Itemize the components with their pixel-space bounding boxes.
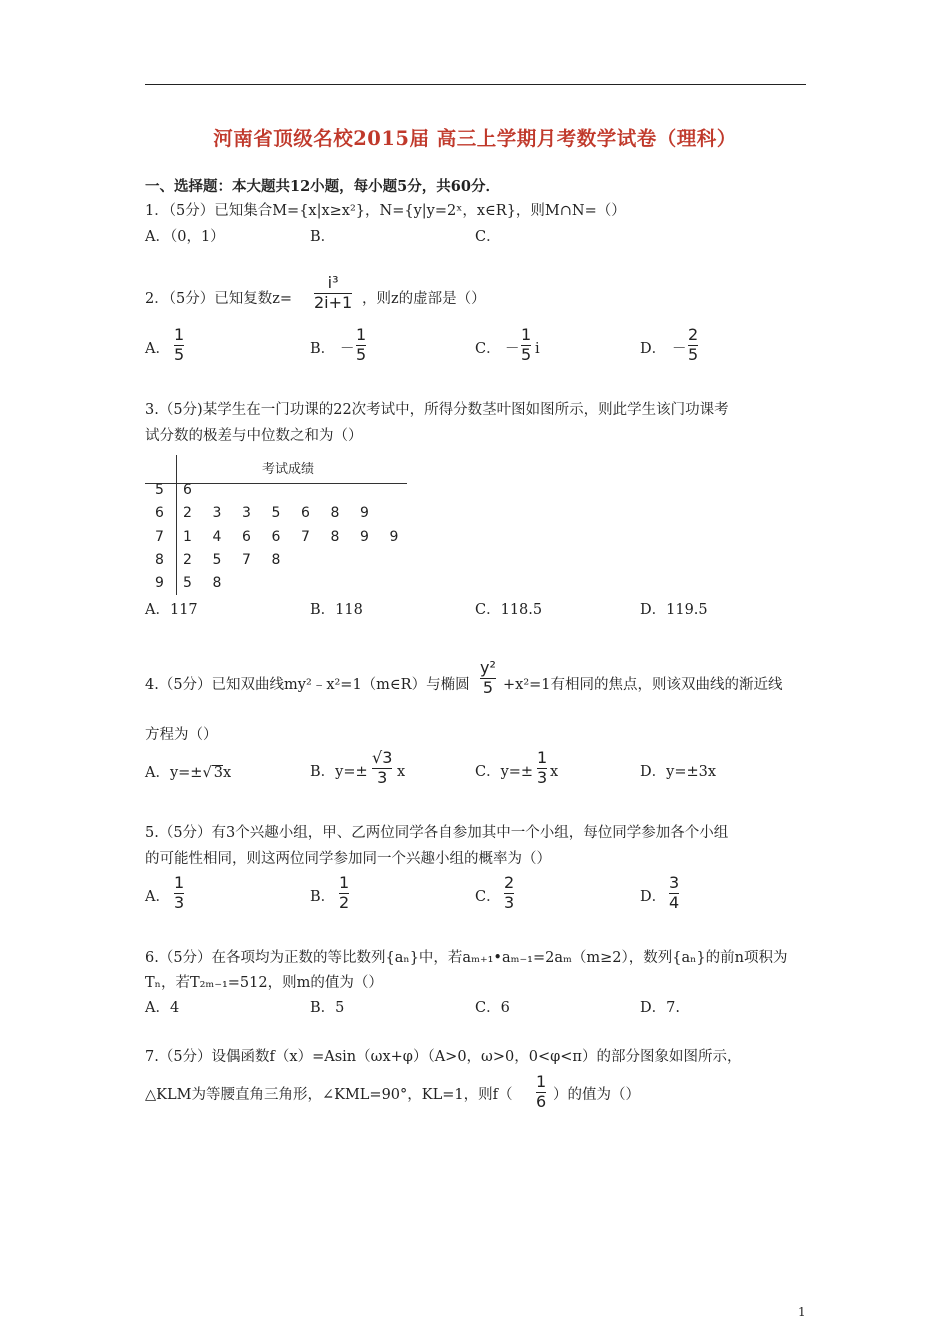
q4-option-c-suffix: x bbox=[550, 764, 559, 780]
stem-8: 8 bbox=[155, 551, 164, 568]
q2-option-a-label: A． bbox=[145, 341, 170, 357]
q1-option-c: C． bbox=[475, 229, 501, 245]
q2-option-c-suffix: i bbox=[535, 341, 540, 357]
q2-option-b-label: B． bbox=[310, 341, 336, 357]
leaf: 3 bbox=[212, 505, 222, 522]
q6-stem-line2: Tₙ，若T₂ₘ₋₁=512，则m的值为（） bbox=[145, 975, 383, 991]
q5-stem-line1: 5.（5分）有3个兴趣小组，甲、乙两位同学各自参加其中一个小组，每位同学参加各个小组 bbox=[145, 825, 729, 841]
q5-b-den: 2 bbox=[339, 892, 350, 912]
q4-a-text: A．y=± bbox=[145, 765, 203, 781]
q4-fraction-numerator: y² bbox=[480, 658, 496, 677]
stem-7: 7 bbox=[155, 528, 164, 545]
leaf: 9 bbox=[389, 528, 399, 545]
q3-stem-line1: 3.（5分)某学生在一门功课的22次考试中，所得分数茎叶图如图所示，则此学生该门功课考 bbox=[145, 402, 729, 418]
q4-fraction-denominator: 5 bbox=[482, 677, 494, 697]
leaf: 8 bbox=[330, 528, 340, 545]
q3-option-d: D．119.5 bbox=[640, 602, 708, 618]
q5-option-d-label: D． bbox=[640, 889, 667, 905]
q4-option-c: C．y=± bbox=[475, 764, 534, 780]
leaf: 1 bbox=[183, 528, 192, 545]
leaf: 9 bbox=[360, 505, 369, 522]
q2-fraction-numerator: i³ bbox=[327, 273, 339, 292]
leaf: 8 bbox=[330, 505, 340, 522]
stem-leaf-divider bbox=[176, 455, 177, 595]
q6-option-c: C．6 bbox=[475, 1000, 510, 1016]
q2-b-den: 5 bbox=[356, 344, 367, 364]
q1-option-b: B． bbox=[310, 229, 336, 245]
leaf: 5 bbox=[183, 575, 192, 592]
q4-option-a: A．y=±√ 3x bbox=[145, 765, 232, 781]
q4-b-den: 3 bbox=[377, 767, 388, 787]
q5-option-a-fraction bbox=[174, 875, 184, 912]
leaf: 7 bbox=[242, 551, 251, 568]
q5-a-den: 3 bbox=[174, 892, 185, 912]
q3-stem-line2: 试分数的极差与中位数之和为（） bbox=[145, 428, 363, 444]
q7-fraction-denominator: 6 bbox=[536, 1091, 547, 1111]
q2-option-b-fraction bbox=[356, 327, 366, 364]
top-rule bbox=[145, 84, 806, 85]
q6-stem-line1: 6.（5分）在各项均为正数的等比数列{aₙ}中，若aₘ₊₁•aₘ₋₁=2aₘ（m≥2），数列{aₙ}的前n项积为 bbox=[145, 950, 788, 966]
leaf: 5 bbox=[271, 505, 281, 522]
q7-stem-line2-suffix: ）的值为（） bbox=[553, 1087, 640, 1103]
page-number: 1 bbox=[798, 1305, 806, 1319]
leaf: 6 bbox=[242, 528, 251, 545]
q1-stem: 1．（5分）已知集合M={x|x≥x²}，N={y|y=2ˣ，x∈R}，则M∩N=（） bbox=[145, 203, 626, 219]
leaf: 5 bbox=[212, 551, 222, 568]
q2-d-num: 2 bbox=[688, 325, 699, 344]
q2-fraction-denominator: 2i+1 bbox=[314, 292, 353, 312]
q2-option-c-label: C． bbox=[475, 341, 501, 357]
section-heading: 一、选择题：本大题共12小题，每小题5分，共60分． bbox=[145, 178, 500, 195]
page-title: 河南省顶级名校2015届 高三上学期月考数学试卷（理科） bbox=[213, 127, 737, 150]
q3-option-c: C．118.5 bbox=[475, 602, 543, 618]
leaf: 6 bbox=[301, 505, 310, 522]
q4-a-suffix: x bbox=[222, 765, 232, 781]
q2-option-d-fraction bbox=[688, 327, 698, 364]
q2-option-b-sign: － bbox=[340, 341, 355, 357]
q5-stem-line2: 的可能性相同，则这两位同学参加同一个兴趣小组的概率为（） bbox=[145, 851, 551, 867]
q4-fraction bbox=[480, 660, 496, 697]
q5-option-b-fraction bbox=[339, 875, 349, 912]
stem-9: 9 bbox=[155, 575, 164, 592]
q2-option-c-fraction bbox=[521, 327, 531, 364]
stem-5: 5 bbox=[155, 482, 164, 498]
q4-option-b: B．y=± bbox=[310, 764, 368, 780]
q2-stem-prefix: 2．（5分）已知复数z= bbox=[145, 291, 292, 307]
q6-option-d: D．7. bbox=[640, 1000, 680, 1016]
leaf: 6 bbox=[271, 528, 281, 545]
q6-option-a: A．4 bbox=[145, 1000, 180, 1016]
q7-fraction-numerator: 1 bbox=[536, 1072, 547, 1091]
q4-c-num: 1 bbox=[537, 748, 548, 767]
q2-option-d-label: D． bbox=[640, 341, 667, 357]
q5-d-den: 4 bbox=[669, 892, 680, 912]
leaf: 9 bbox=[360, 528, 369, 545]
leaf: 2 bbox=[183, 505, 192, 522]
stem-6: 6 bbox=[155, 505, 164, 522]
leaf: 8 bbox=[271, 551, 281, 568]
leaf: 4 bbox=[212, 528, 222, 545]
q2-c-num: 1 bbox=[521, 325, 532, 344]
q5-option-c-label: C． bbox=[475, 889, 501, 905]
q2-stem-suffix: ，则z的虚部是（） bbox=[362, 291, 486, 307]
q6-option-b: B．5 bbox=[310, 1000, 345, 1016]
q3-option-a: A．117 bbox=[145, 602, 198, 618]
q4-stem-suffix: +x²=1有相同的焦点，则该双曲线的渐近线 bbox=[503, 677, 783, 693]
q2-option-d-sign: － bbox=[672, 341, 687, 357]
q5-d-num: 3 bbox=[669, 873, 680, 892]
q4-a-root: 3 bbox=[213, 765, 223, 781]
stem-leaf-title: 考试成绩 bbox=[262, 462, 315, 477]
q5-option-a-label: A． bbox=[145, 889, 170, 905]
leaf: 6 bbox=[183, 482, 192, 498]
q7-stem-line2-prefix: △KLM为等腰直角三角形，∠KML=90°，KL=1，则f（ bbox=[145, 1087, 513, 1103]
q1-option-a: A．（0，1） bbox=[145, 229, 225, 245]
q2-option-a-fraction bbox=[174, 327, 184, 364]
q2-fraction bbox=[314, 275, 352, 312]
q5-b-num: 1 bbox=[339, 873, 350, 892]
q2-c-den: 5 bbox=[521, 344, 532, 364]
q2-b-num: 1 bbox=[356, 325, 367, 344]
q5-option-d-fraction bbox=[669, 875, 679, 912]
q7-stem-line1: 7.（5分）设偶函数f（x）=Asin（ωx+φ）（A>0，ω>0，0<φ<π）的部分图象如图所示， bbox=[145, 1049, 742, 1065]
q2-option-c-sign: － bbox=[505, 341, 520, 357]
q5-option-c-fraction bbox=[504, 875, 514, 912]
q4-option-b-suffix: x bbox=[397, 764, 406, 780]
q4-option-b-fraction bbox=[372, 750, 392, 787]
q4-stem-line2: 方程为（） bbox=[145, 727, 218, 743]
q5-c-num: 2 bbox=[504, 873, 515, 892]
q4-b-num: √3 bbox=[372, 748, 393, 767]
leaf: 2 bbox=[183, 551, 192, 568]
q5-c-den: 3 bbox=[504, 892, 515, 912]
leaf: 8 bbox=[212, 575, 222, 592]
q2-a-den: 5 bbox=[174, 344, 185, 364]
leaf: 3 bbox=[242, 505, 251, 522]
q4-option-c-fraction bbox=[537, 750, 547, 787]
leaf: 7 bbox=[301, 528, 310, 545]
q2-a-num: 1 bbox=[174, 325, 185, 344]
q7-fraction bbox=[536, 1074, 546, 1111]
q5-a-num: 1 bbox=[174, 873, 185, 892]
q4-c-den: 3 bbox=[537, 767, 548, 787]
q3-option-b: B．118 bbox=[310, 602, 363, 618]
q4-option-d: D．y=±3x bbox=[640, 764, 717, 780]
q2-d-den: 5 bbox=[688, 344, 699, 364]
q4-stem-prefix: 4.（5分）已知双曲线my²﹣x²=1（m∈R）与椭圆 bbox=[145, 677, 470, 693]
q5-option-b-label: B． bbox=[310, 889, 336, 905]
